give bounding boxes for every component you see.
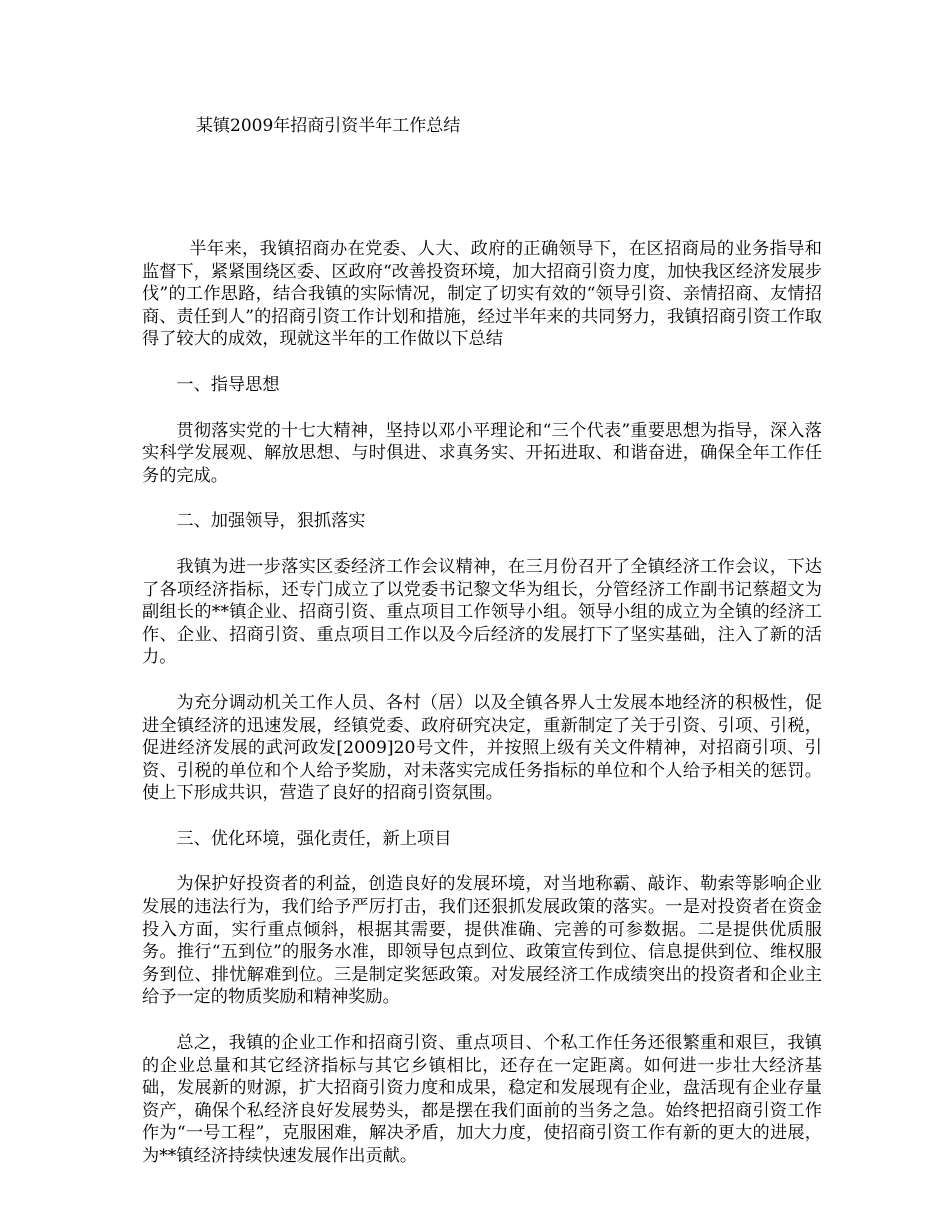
conclusion-paragraph: 总之，我镇的企业工作和招商引资、重点项目、个私工作任务还很繁重和艰巨，我镇的企业总量和其它经济指标与其它乡镇相比，还存在一定距离。如何进一步壮大经济基础，发展新的财源，扩大招商引资力度和成果，稳定和发展现有企业，盘活现有企业存量资产，确保个私经济良好发展势头，都是摆在我们面前的当务之急。始终把招商引资工作作为“一号工程”，克服困难，解决矛盾，加大力度，使招商引资工作有新的更大的进展，为**镇经济持续快速发展作出贡献。 bbox=[142, 1033, 822, 1166]
section-3-paragraph: 为保护好投资者的利益，创造良好的发展环境，对当地称霸、敲诈、勒索等影响企业发展的违法行为，我们给予严厉打击，我们还狠抓发展政策的落实。一是对投资者在资金投入方面，实行重点倾斜，根据其需要，提供准确、完善的可参数据。二是提供优质服务。推行“五到位”的服务水准，即领导包点到位、政策宣传到位、信息提供到位、维权服务到位、排忧解难到位。三是制定奖惩政策。对发展经济工作成绩突出的投资者和企业主给予一定的物质奖励和精神奖励。 bbox=[142, 874, 822, 1008]
document-title: 某镇2009年招商引资半年工作总结 bbox=[196, 116, 461, 136]
section-1-paragraph: 贯彻落实党的十七大精神，坚持以邓小平理论和“三个代表”重要思想为指导，深入落实科学发展观、解放思想、与时俱进、求真务实、开拓进取、和谐奋进，确保全年工作任务的完成。 bbox=[142, 420, 822, 486]
section-heading-environment: 三、优化环境，强化责任，新上项目 bbox=[176, 828, 452, 849]
section-2-paragraph-2: 为充分调动机关工作人员、各村（居）以及全镇各界人士发展本地经济的积极性，促进全镇经济的迅速发展，经镇党委、政府研究决定，重新制定了关于引资、引项、引税，促进经济发展的武河政发[2009]20号文件，并按照上级有关文件精神，对招商引项、引资、引税的单位和个人给予奖励，对未落实完成任务指标的单位和个人给予相关的惩罚。使上下形成共识，营造了良好的招商引资氛围。 bbox=[142, 692, 822, 804]
section-2-paragraph-1: 我镇为进一步落实区委经济工作会议精神，在三月份召开了全镇经济工作会议，下达了各项经济指标，还专门成立了以党委书记黎文华为组长，分管经济工作副书记蔡超文为副组长的**镇企业、招商引资、重点项目工作领导小组。领导小组的成立为全镇的经济工作、企业、招商引资、重点项目工作以及今后经济的发展打下了坚实基础，注入了新的活力。 bbox=[142, 556, 822, 668]
section-heading-guiding-ideology: 一、指导思想 bbox=[176, 374, 280, 395]
section-heading-leadership: 二、加强领导，狠抓落实 bbox=[176, 511, 366, 532]
document-body bbox=[142, 238, 822, 1191]
intro-paragraph: 半年来，我镇招商办在党委、人大、政府的正确领导下，在区招商局的业务指导和监督下，紧紧围绕区委、区政府“改善投资环境，加大招商引资力度，加快我区经济发展步伐”的工作思路，结合我镇的实际情况，制定了切实有效的“领导引资、亲情招商、友情招商、责任到人”的招商引资工作计划和措施，经过半年来的共同努力，我镇招商引资工作取得了较大的成效，现就这半年的工作做以下总结 bbox=[142, 239, 822, 350]
